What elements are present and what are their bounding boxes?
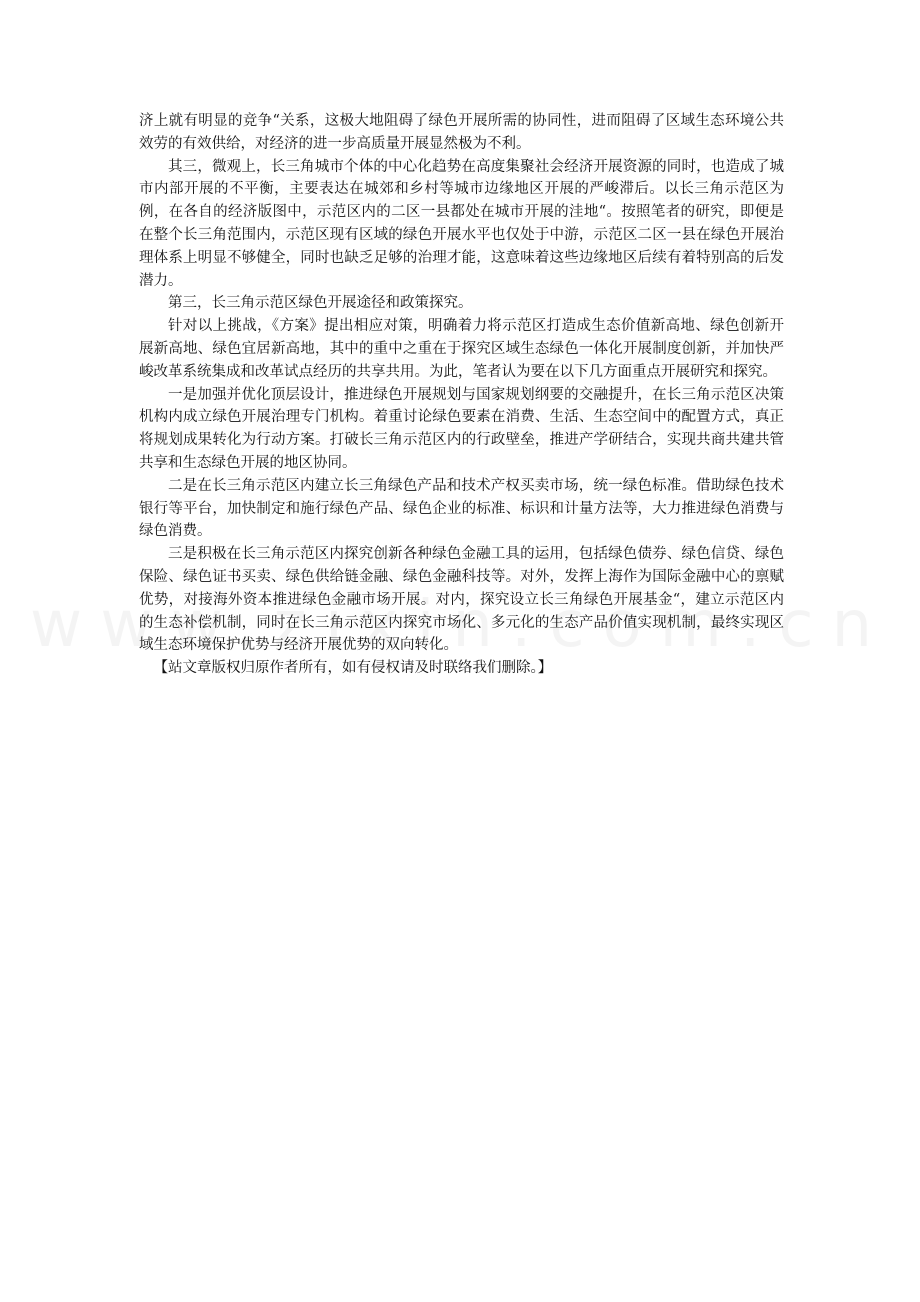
paragraph-1: 济上就有明显的竞争“关系，这极大地阻碍了绿色开展所需的协同性，进而阻碍了区域生态环境公共效劳的有效供给，对经济的进一步高质量开展显然极为不利。 xyxy=(139,113,784,152)
copyright-notice: 【站文章版权归原作者所有，如有侵权请及时联络我们删除。】 xyxy=(153,660,553,677)
paragraph-7: 三是积极在长三角示范区内探究创新各种绿色金融工具的运用，包括绿色债券、绿色信贷、绿色保险、绿色证书买卖、绿色供给链金融、绿色金融科技等。对外，发挥上海作为国际金融中心的禀赋优势，对接海外资本推进绿色金融市场开展。对内，探究设立长三角绿色开展基金“，建立示范区内的生态补偿机制，同时在长三角示范区内探究市场化、多元化的生态产品价值实现机制，最终实现区域生态环境保护优势与经济开展优势的双向转化。 xyxy=(139,546,784,654)
document-body xyxy=(139,110,784,680)
paragraph-3: 第三，长三角示范区绿色开展途径和政策探究。 xyxy=(168,295,473,312)
paragraph-2: 其三，微观上，长三角城市个体的中心化趋势在高度集聚社会经济开展资源的同时，也造成了城市内部开展的不平衡，主要表达在城郊和乡村等城市边缘地区开展的严峻滞后。以长三角示范区为例，在各自的经济版图中，示范区内的二区一县都处在城市开展的洼地“。按照笔者的研究，即便是在整个长三角范围内，示范区现有区域的绿色开展水平也仅处于中游，示范区二区一县在绿色开展治理体系上明显不够健全，同时也缺乏足够的治理才能，这意味着这些边缘地区后续有着特别高的后发潜力。 xyxy=(139,158,784,289)
paragraph-4: 针对以上挑战，《方案》提出相应对策，明确着力将示范区打造成生态价值新高地、绿色创新开展新高地、绿色宜居新高地，其中的重中之重在于探究区域生态绿色一体化开展制度创新，并加快严峻改革系统集成和改革试点经历的共享共用。为此，笔者认为要在以下几方面重点开展研究和探究。 xyxy=(139,318,784,380)
paragraph-5: 一是加强并优化顶层设计，推进绿色开展规划与国家规划纲要的交融提升，在长三角示范区决策机构内成立绿色开展治理专门机构。着重讨论绿色要素在消费、生活、生态空间中的配置方式，真正将规划成果转化为行动方案。打破长三角示范区内的行政壁垒，推进产学研结合，实现共商共建共管共享和生态绿色开展的地区协同。 xyxy=(139,386,784,471)
paragraph-6: 二是在长三角示范区内建立长三角绿色产品和技术产权买卖市场，统一绿色标准。借助绿色技术银行等平台，加快制定和施行绿色产品、绿色企业的标准、标识和计量方法等，大力推进绿色消费与绿色消费。 xyxy=(139,477,784,540)
